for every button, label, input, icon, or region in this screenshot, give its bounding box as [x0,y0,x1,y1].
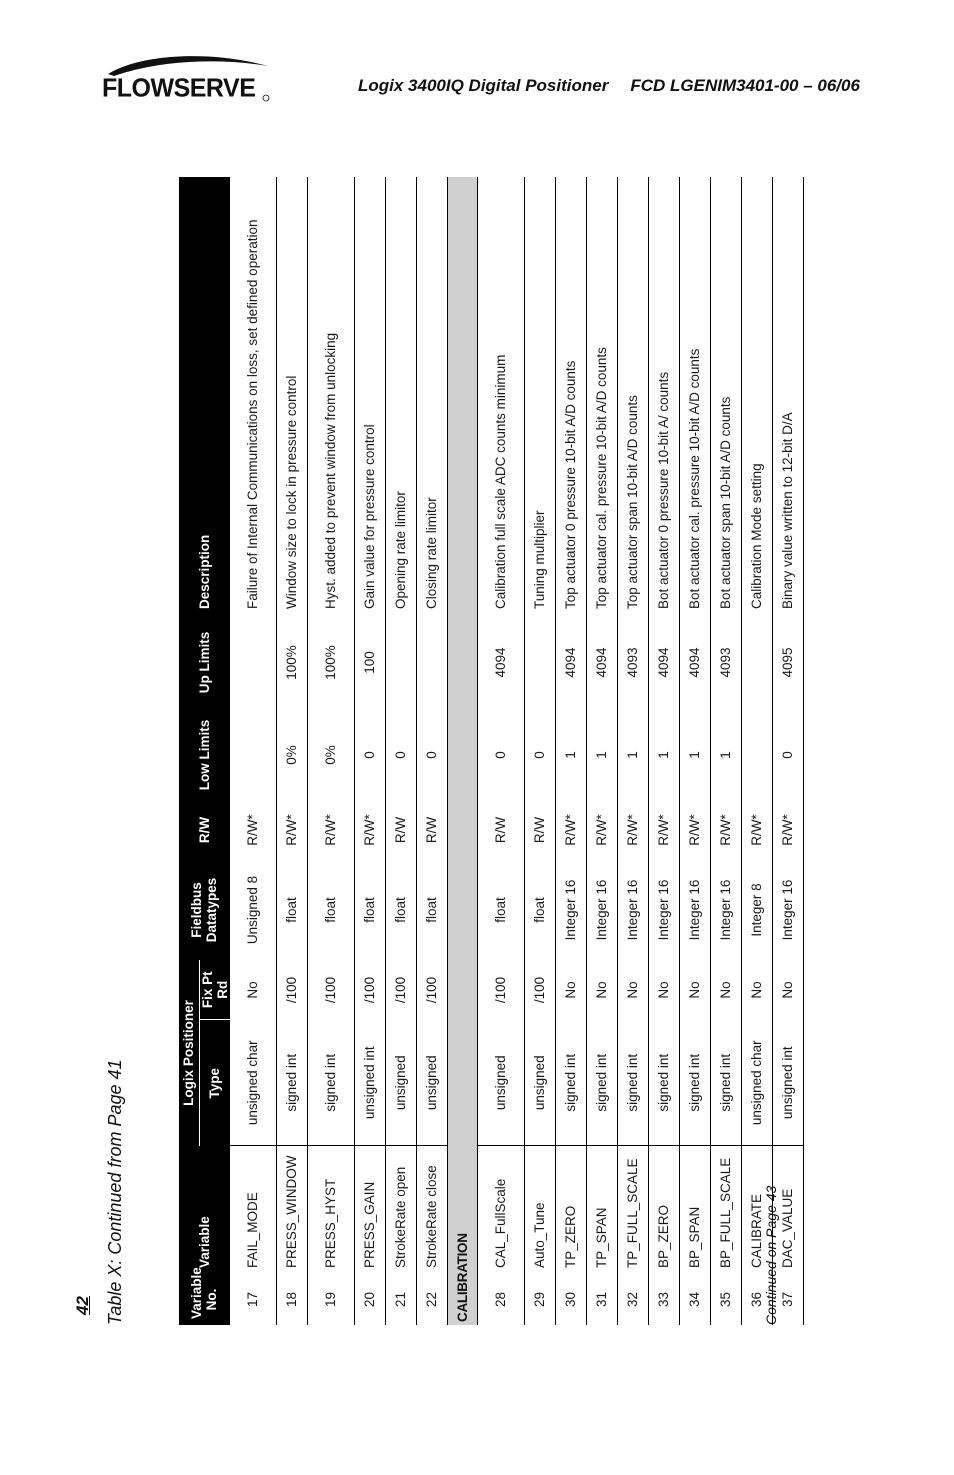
doc-code: FCD LGENIM3401-00 – 06/06 [630,76,860,95]
cell-description: Failure of Internal Communications on loss, set defined operation [230,177,277,615]
cell-low-limit: 1 [680,710,711,800]
table-row [417,177,448,1325]
cell-fix-pt-rd: /100 [308,960,355,1020]
cell-fieldbus-datatype: float [308,860,355,960]
cell-up-limit: 100% [277,615,308,710]
cell-description: Hyst. added to prevent window from unlocking [308,177,355,615]
cell-variable: TP_ZERO [556,1146,587,1274]
cell-fieldbus-datatype: Integer 8 [742,860,773,960]
cell-variable: BP_FULL_SCALE [711,1146,742,1274]
cell-rw: R/W* [230,800,277,860]
cell-up-limit [742,615,773,710]
header-type: Type [199,1020,230,1146]
header-up-limits: Up Limits [179,615,230,710]
table-row [308,177,355,1325]
cell-rw: R/W* [649,800,680,860]
cell-up-limit: 4094 [680,615,711,710]
cell-type: unsigned char [742,1020,773,1146]
cell-variable-no: 33 [649,1274,680,1325]
cell-rw: R/W* [680,800,711,860]
cell-fix-pt-rd: No [230,960,277,1020]
cell-description: Top actuator 0 pressure 10-bit A/D counts [556,177,587,615]
cell-description: Bot actuator span 10-bit A/D counts [711,177,742,615]
cell-rw: R/W* [618,800,649,860]
page-number: 42 [73,1296,92,1315]
cell-type: unsigned int [773,1020,804,1146]
cell-type: signed int [587,1020,618,1146]
cell-up-limit [525,615,556,710]
table-row [618,177,649,1325]
header-fieldbus-datatypes: Fieldbus Datatypes [179,860,230,960]
cell-rw: R/W [417,800,448,860]
cell-type: unsigned [417,1020,448,1146]
header-fix-pt-rd: Fix Pt Rd [199,960,230,1020]
cell-variable-no: 34 [680,1274,711,1325]
cell-fix-pt-rd: No [711,960,742,1020]
table-row [478,177,525,1325]
cell-low-limit: 0 [525,710,556,800]
cell-low-limit [230,710,277,800]
cell-fix-pt-rd: /100 [277,960,308,1020]
cell-variable: StrokeRate open [386,1146,417,1274]
cell-description: Tuning multiplier [525,177,556,615]
cell-description: Bot actuator cal. pressure 10-bit A/D counts [680,177,711,615]
table-row [355,177,386,1325]
table-row [277,177,308,1325]
cell-up-limit: 4094 [478,615,525,710]
cell-type: unsigned [525,1020,556,1146]
cell-fieldbus-datatype: float [355,860,386,960]
cell-fix-pt-rd: No [773,960,804,1020]
cell-description: Top actuator cal. pressure 10-bit A/D counts [587,177,618,615]
table-row [680,177,711,1325]
cell-variable: PRESS_GAIN [355,1146,386,1274]
cell-fieldbus-datatype: Unsigned 8 [230,860,277,960]
cell-description: Top actuator span 10-bit A/D counts [618,177,649,615]
cell-rw: R/W* [742,800,773,860]
cell-variable-no: 17 [230,1274,277,1325]
cell-up-limit: 4094 [649,615,680,710]
cell-variable-no: 32 [618,1274,649,1325]
section-row-calibration [448,177,478,1325]
cell-low-limit: 0 [773,710,804,800]
cell-description: Calibration full scale ADC counts minimum [478,177,525,615]
cell-description: Bot actuator 0 pressure 10-bit A/ counts [649,177,680,615]
cell-variable-no: 28 [478,1274,525,1325]
cell-description: Window size to lock in pressure control [277,177,308,615]
cell-variable-no: 19 [308,1274,355,1325]
cell-variable: PRESS_WINDOW [277,1146,308,1274]
cell-variable: PRESS_HYST [308,1146,355,1274]
cell-variable-no: 29 [525,1274,556,1325]
cell-variable-no: 36 [742,1274,773,1325]
cell-fix-pt-rd: No [618,960,649,1020]
cell-variable: BP_ZERO [649,1146,680,1274]
cell-up-limit [417,615,448,710]
cell-up-limit [230,615,277,710]
cell-fix-pt-rd: No [587,960,618,1020]
cell-low-limit: 1 [711,710,742,800]
cell-variable: TP_SPAN [587,1146,618,1274]
header-low-limits: Low Limits [179,710,230,800]
cell-low-limit: 0 [417,710,448,800]
header-variable-no: Variable No. [179,1274,230,1325]
cell-variable: CALIBRATE [742,1146,773,1274]
cell-fieldbus-datatype: Integer 16 [618,860,649,960]
cell-variable: DAC_VALUE [773,1146,804,1274]
continued-note: Continued on Page 43 [763,1185,779,1325]
cell-description: Gain value for pressure control [355,177,386,615]
table-row [230,177,277,1325]
cell-type: signed int [308,1020,355,1146]
cell-low-limit: 0 [478,710,525,800]
cell-fix-pt-rd: /100 [478,960,525,1020]
cell-low-limit: 1 [556,710,587,800]
cell-fix-pt-rd: /100 [417,960,448,1020]
section-label: CALIBRATION [448,177,478,1325]
cell-fix-pt-rd: No [742,960,773,1020]
cell-low-limit: 1 [587,710,618,800]
cell-fix-pt-rd: No [556,960,587,1020]
cell-rw: R/W* [773,800,804,860]
cell-type: unsigned [386,1020,417,1146]
cell-type: unsigned char [230,1020,277,1146]
cell-variable-no: 37 [773,1274,804,1325]
table-body-top [230,177,448,1325]
cell-type: signed int [277,1020,308,1146]
header-logix-positioner: Logix Positioner [179,960,199,1146]
cell-fieldbus-datatype: float [478,860,525,960]
header-variable: Variable [179,1146,230,1274]
cell-fieldbus-datatype: Integer 16 [649,860,680,960]
cell-low-limit: 0 [386,710,417,800]
cell-low-limit: 0 [355,710,386,800]
cell-up-limit: 4093 [618,615,649,710]
cell-rw: R/W* [277,800,308,860]
cell-type: signed int [556,1020,587,1146]
logo-text: FLOWSERVE [102,73,256,103]
table-row [386,177,417,1325]
cell-rw: R/W* [711,800,742,860]
table-row [525,177,556,1325]
cell-variable-no: 20 [355,1274,386,1325]
cell-type: signed int [711,1020,742,1146]
cell-variable: StrokeRate close [417,1146,448,1274]
cell-type: signed int [618,1020,649,1146]
cell-fix-pt-rd: /100 [525,960,556,1020]
cell-fieldbus-datatype: Integer 16 [587,860,618,960]
cell-variable: TP_FULL_SCALE [618,1146,649,1274]
cell-variable: Auto_Tune [525,1146,556,1274]
cell-rw: R/W* [587,800,618,860]
cell-fieldbus-datatype: Integer 16 [773,860,804,960]
variable-table [179,177,804,1325]
cell-low-limit [742,710,773,800]
cell-fieldbus-datatype: Integer 16 [680,860,711,960]
table-row [711,177,742,1325]
cell-low-limit: 1 [618,710,649,800]
cell-up-limit [386,615,417,710]
cell-fieldbus-datatype: float [525,860,556,960]
table-section [448,177,478,1325]
cell-variable-no: 30 [556,1274,587,1325]
cell-description: Binary value written to 12-bit D/A [773,177,804,615]
cell-up-limit: 4094 [587,615,618,710]
cell-low-limit: 0% [308,710,355,800]
cell-description: Closing rate limitor [417,177,448,615]
cell-fieldbus-datatype: Integer 16 [711,860,742,960]
doc-title: Logix 3400IQ Digital Positioner [358,76,609,95]
cell-rw: R/W [386,800,417,860]
cell-variable-no: 35 [711,1274,742,1325]
cell-fieldbus-datatype: float [386,860,417,960]
cell-rw: R/W* [556,800,587,860]
cell-fieldbus-datatype: Integer 16 [556,860,587,960]
cell-rw: R/W [478,800,525,860]
cell-rw: R/W [525,800,556,860]
table-body-bottom [478,177,804,1325]
cell-variable-no: 22 [417,1274,448,1325]
cell-fix-pt-rd: No [680,960,711,1020]
table-row [649,177,680,1325]
cell-fix-pt-rd: No [649,960,680,1020]
rotated-page-content [73,35,803,1325]
cell-fieldbus-datatype: float [417,860,448,960]
cell-up-limit: 4093 [711,615,742,710]
cell-fix-pt-rd: /100 [355,960,386,1020]
header-description: Description [179,177,230,615]
header-rw: R/W [179,800,230,860]
cell-fix-pt-rd: /100 [386,960,417,1020]
cell-fieldbus-datatype: float [277,860,308,960]
cell-variable: BP_SPAN [680,1146,711,1274]
table-row [587,177,618,1325]
table-row [773,177,804,1325]
cell-type: unsigned [478,1020,525,1146]
cell-variable: FAIL_MODE [230,1146,277,1274]
cell-rw: R/W* [308,800,355,860]
table-row [556,177,587,1325]
cell-up-limit: 100% [308,615,355,710]
cell-up-limit: 100 [355,615,386,710]
cell-rw: R/W* [355,800,386,860]
cell-low-limit: 1 [649,710,680,800]
cell-up-limit: 4095 [773,615,804,710]
cell-up-limit: 4094 [556,615,587,710]
cell-description: Calibration Mode setting [742,177,773,615]
cell-variable: CAL_FullScale [478,1146,525,1274]
cell-type: unsigned int [355,1020,386,1146]
cell-variable-no: 21 [386,1274,417,1325]
cell-variable-no: 18 [277,1274,308,1325]
cell-description: Opening rate limitor [386,177,417,615]
cell-variable-no: 31 [587,1274,618,1325]
cell-type: signed int [649,1020,680,1146]
table-caption: Table X: Continued from Page 41 [105,1059,125,1325]
table-row [742,177,773,1325]
cell-type: signed int [680,1020,711,1146]
cell-low-limit: 0% [277,710,308,800]
